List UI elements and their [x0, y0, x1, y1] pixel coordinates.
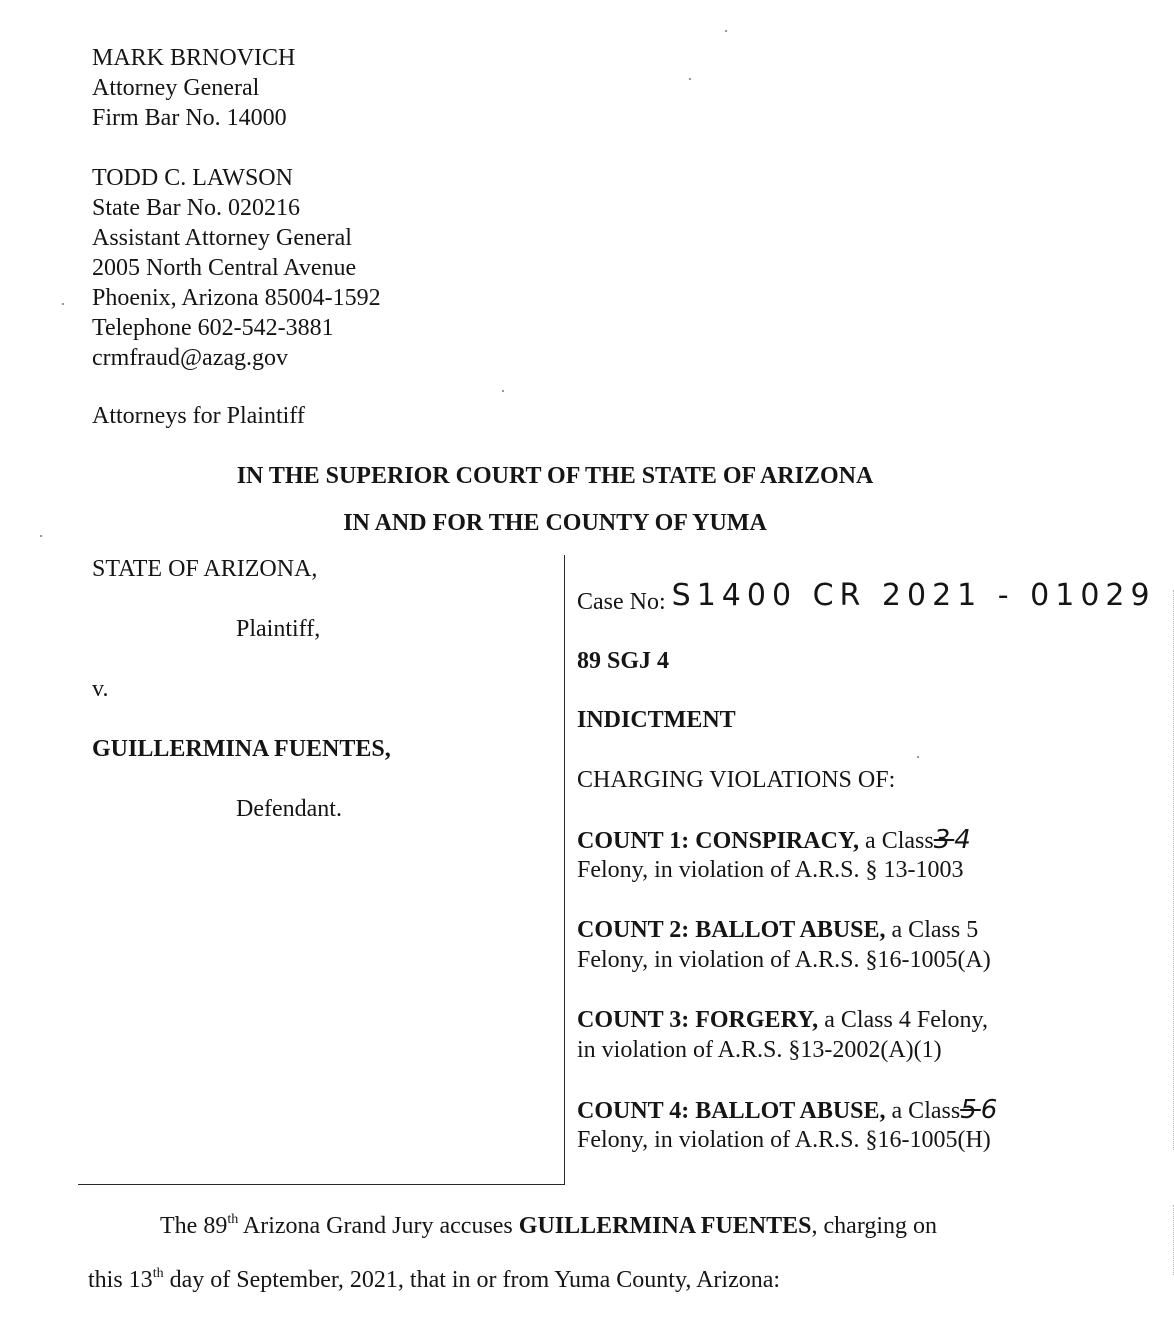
- count-2-heading: [577, 915, 978, 945]
- body-line-2-end: day of September, 2021, that in or from Yuma County, Arizona:: [163, 1267, 781, 1293]
- scan-speck: [40, 535, 42, 537]
- count-4-class-prefix: a Class: [891, 1098, 961, 1124]
- count-2-class: a Class 5: [891, 917, 979, 943]
- document-type: INDICTMENT: [577, 707, 736, 733]
- scan-speck: [62, 303, 64, 305]
- scan-speck: [725, 30, 727, 32]
- court-title-line-1: IN THE SUPERIOR COURT OF THE STATE OF ARIZONA: [236, 463, 874, 489]
- body-line-2-sup: th: [152, 1266, 164, 1281]
- count-1-statute: Felony, in violation of A.R.S. § 13-1003: [577, 857, 964, 883]
- ag-firm-bar: Firm Bar No. 14000: [92, 105, 287, 131]
- body-line-2: [88, 1265, 780, 1295]
- count-1-class-prefix: a Class: [865, 828, 934, 854]
- charging-heading: CHARGING VIOLATIONS OF:: [577, 767, 896, 793]
- body-line-1: [160, 1211, 937, 1241]
- count-1-heading: [577, 825, 975, 856]
- caption-vertical-divider: [564, 555, 565, 1185]
- ag-name: MARK BRNOVICH: [92, 45, 296, 71]
- scan-speck: [502, 390, 504, 392]
- body-line-1-end: , charging on: [811, 1213, 938, 1239]
- scan-speck: [917, 756, 919, 758]
- address-line-1: 2005 North Central Avenue: [92, 255, 357, 281]
- ag-title: Attorney General: [92, 75, 260, 101]
- aag-title: Assistant Attorney General: [92, 225, 352, 251]
- count-2-label: COUNT 2: BALLOT ABUSE,: [577, 917, 886, 943]
- count-4-class-struck: 5: [960, 1095, 981, 1125]
- versus: v.: [92, 676, 109, 702]
- body-line-1-start: The 89: [160, 1213, 228, 1239]
- body-line-1-sup: th: [227, 1212, 239, 1227]
- aag-state-bar: State Bar No. 020216: [92, 195, 300, 221]
- count-4-label: COUNT 4: BALLOT ABUSE,: [577, 1098, 886, 1124]
- count-1-class-written: 4: [954, 825, 975, 855]
- counsel-role: Attorneys for Plaintiff: [92, 403, 305, 429]
- address-line-2: Phoenix, Arizona 85004-1592: [92, 285, 381, 311]
- caption-horizontal-divider: [78, 1184, 564, 1185]
- count-4-statute: Felony, in violation of A.R.S. §16-1005(H): [577, 1127, 991, 1153]
- aag-name: TODD C. LAWSON: [92, 165, 293, 191]
- defendant-role: Defendant.: [236, 796, 342, 822]
- body-line-1-mid: Arizona Grand Jury accuses: [238, 1213, 519, 1239]
- scan-speck: [689, 78, 691, 80]
- count-4-heading: [577, 1095, 1001, 1126]
- defendant-name: GUILLERMINA FUENTES,: [92, 736, 391, 762]
- case-number: [577, 578, 1156, 617]
- plaintiff-name: STATE OF ARIZONA,: [92, 556, 318, 582]
- count-3-label: COUNT 3: FORGERY,: [577, 1007, 819, 1033]
- body-line-2-start: this 13: [88, 1267, 153, 1293]
- case-number-handwritten: S1400 CR 2021 - 01029: [671, 578, 1156, 613]
- count-4-class-written: 6: [980, 1095, 1002, 1125]
- court-title-line-2: IN AND FOR THE COUNTY OF YUMA: [343, 510, 767, 536]
- telephone: Telephone 602-542-3881: [92, 315, 334, 341]
- count-2-statute: Felony, in violation of A.R.S. §16-1005(A): [577, 947, 991, 973]
- body-defendant-name: GUILLERMINA FUENTES: [518, 1213, 812, 1239]
- case-number-label: Case No:: [577, 589, 666, 615]
- count-3-heading: [577, 1005, 988, 1035]
- email: crmfraud@azag.gov: [92, 345, 289, 371]
- count-3-class: a Class 4 Felony,: [824, 1007, 988, 1033]
- count-1-class-struck: 3: [933, 825, 955, 855]
- plaintiff-role: Plaintiff,: [236, 616, 321, 642]
- count-3-statute: in violation of A.R.S. §13-2002(A)(1): [577, 1037, 942, 1063]
- count-1-label: COUNT 1: CONSPIRACY,: [577, 828, 860, 854]
- grand-jury-number: 89 SGJ 4: [577, 648, 670, 674]
